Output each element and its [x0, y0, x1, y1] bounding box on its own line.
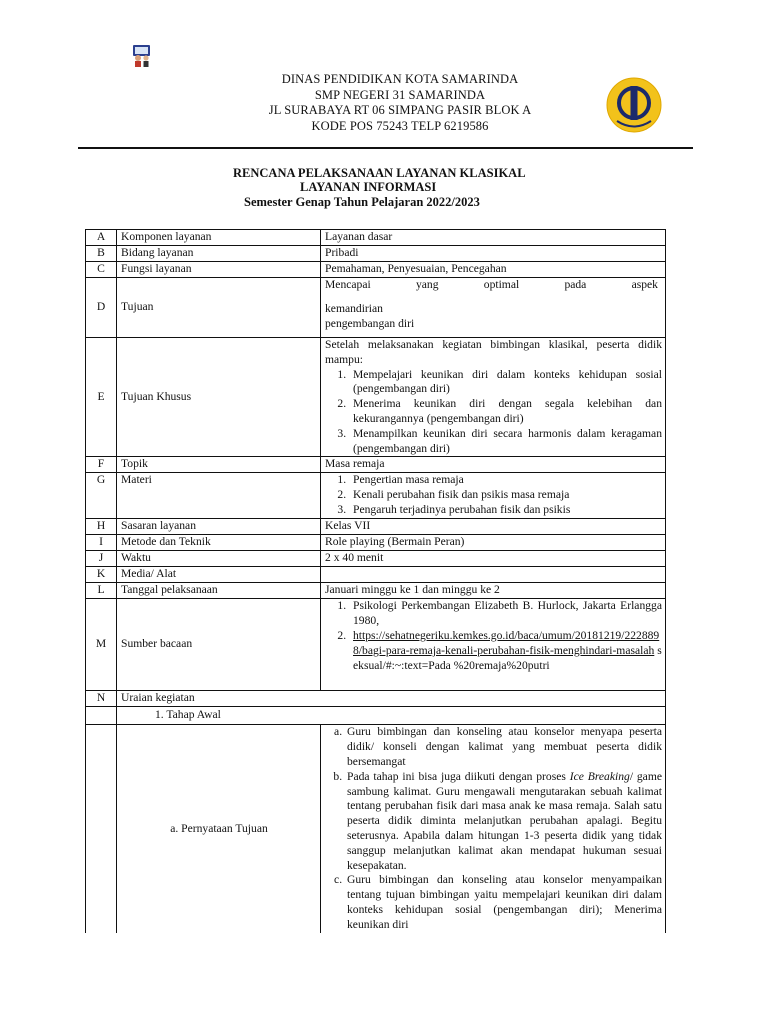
source-link[interactable]: https://sehatnegeriku.kemkes.go.id/baca/umum/20181219/2228898/bagi-para-remaja-kenali-perubahan-fisik-menghindari-masalah	[353, 628, 660, 657]
table-row	[86, 262, 666, 278]
row-label: Sasaran layanan	[117, 519, 321, 535]
row-label: Tanggal pelaksanaan	[117, 583, 321, 599]
table-row	[86, 583, 666, 599]
row-code: B	[86, 246, 117, 262]
stage-label: 1. Tahap Awal	[117, 707, 666, 725]
row-value: Layanan dasar	[321, 230, 666, 246]
row-label: Materi	[117, 473, 321, 519]
table-row	[86, 599, 666, 691]
list-item: 1. Psikologi Perkembangan Elizabeth B. Hurlock, Jakarta Erlangga 1980,	[349, 599, 662, 629]
table-row	[86, 338, 666, 457]
list-item: 3. Menampilkan keunikan diri secara harmonis dalam keragaman (pengembangan diri)	[349, 427, 662, 457]
table-row	[86, 278, 666, 338]
row-code: K	[86, 567, 117, 583]
row-value	[321, 567, 666, 583]
sumber-bacaan-list	[325, 599, 662, 673]
row-label: Komponen layanan	[117, 230, 321, 246]
title-line-2: LAYANAN INFORMASI	[300, 180, 437, 194]
row-code: G	[86, 473, 117, 519]
table-row	[86, 246, 666, 262]
list-item: 2. Menerima keunikan diri dengan segala kelebihan dan kekurangannya (pengembangan diri)	[349, 397, 662, 427]
list-item: b. Pada tahap ini bisa juga diikuti dengan proses Ice Breaking/ game sambung kalimat. Guru mengawali mengutarakan sebuah kalimat tentang perubahan fisik dari masa anak ke masa remaja. Salah satu peserta didik diminta melanjutkan perubahan apalagi. Begitu seterusnya. Apabila dalam hitungan 1-3 peserta didik yang tidak sanggup melanjutkan kalimat akan mendapat hukuman sesuai kesepakatan.	[345, 770, 662, 874]
source-link-suffix: seksual/#:~:text=Pada %20remaja%20putri	[353, 643, 662, 672]
list-item: 1. Pengertian masa remaja	[349, 473, 662, 488]
row-code: I	[86, 535, 117, 551]
row-code: M	[86, 599, 117, 691]
row-label: Tujuan Khusus	[117, 338, 321, 457]
school-address: JL SURABAYA RT 06 SIMPANG PASIR BLOK A	[268, 103, 532, 117]
row-value: Masa remaja	[321, 457, 666, 473]
row-label: Metode dan Teknik	[117, 535, 321, 551]
row-value	[321, 278, 666, 338]
row-label: Waktu	[117, 551, 321, 567]
row-label: Bidang layanan	[117, 246, 321, 262]
table-row	[86, 473, 666, 519]
school-mascot-logo	[131, 41, 153, 67]
school-postal-phone: KODE POS 75243 TELP 6219586	[311, 118, 489, 133]
title-line-3: Semester Genap Tahun Pelajaran 2022/2023	[244, 195, 480, 209]
activity-list	[325, 725, 662, 932]
row-code: J	[86, 551, 117, 567]
table-row	[86, 519, 666, 535]
plan-table	[85, 229, 666, 933]
row-code: E	[86, 338, 117, 457]
materi-list	[325, 473, 662, 517]
row-value: Kelas VII	[321, 519, 666, 535]
tujuan-line-3: pengembangan diri	[325, 316, 415, 330]
row-code: L	[86, 583, 117, 599]
school-name: SMP NEGERI 31 SAMARINDA	[314, 87, 486, 102]
tujuan-first-line: Mencapai yang optimal pada aspek	[325, 278, 658, 291]
row-label: Tujuan	[117, 278, 321, 338]
row-label: Media/ Alat	[117, 567, 321, 583]
row-code: D	[86, 278, 117, 338]
row-label: Sumber bacaan	[117, 599, 321, 691]
row-label: Fungsi layanan	[117, 262, 321, 278]
list-item: 3. Pengaruh terjadinya perubahan fisik dan psikis	[349, 503, 662, 518]
row-code: F	[86, 457, 117, 473]
table-row	[86, 725, 666, 933]
table-row	[86, 457, 666, 473]
row-code: C	[86, 262, 117, 278]
row-code: H	[86, 519, 117, 535]
row-code: N	[86, 691, 117, 707]
list-item: 1. Mempelajari keunikan diri dalam konteks kehidupan sosial (pengembangan diri)	[349, 368, 662, 398]
row-value: Pemahaman, Penyesuaian, Pencegahan	[321, 262, 666, 278]
agency-name: DINAS PENDIDIKAN KOTA SAMARINDA	[281, 72, 519, 86]
row-value	[321, 473, 666, 519]
row-value	[321, 599, 666, 691]
table-row	[86, 567, 666, 583]
table-row	[86, 707, 666, 725]
row-value: Januari minggu ke 1 dan minggu ke 2	[321, 583, 666, 599]
row-value: Pribadi	[321, 246, 666, 262]
letterhead	[150, 72, 650, 134]
row-code: A	[86, 230, 117, 246]
row-value: 2 x 40 menit	[321, 551, 666, 567]
table-row	[86, 535, 666, 551]
row-value	[321, 338, 666, 457]
title-line-1: RENCANA PELAKSANAAN LAYANAN KLASIKAL	[233, 166, 526, 180]
table-row	[86, 230, 666, 246]
activity-steps	[321, 725, 666, 933]
tujuan-khusus-list	[325, 368, 662, 457]
list-item: c. Guru bimbingan dan konseling atau konselor menyampaikan tentang tujuan bimbingan yaitu mempelajari keunikan diri dalam konteks kehidupan sosial (pengembangan diri); Menerima keunikan diri	[345, 873, 662, 932]
list-item: a. Guru bimbingan dan konseling atau konselor menyapa peserta didik/ konseli dengan kalimat yang membuat peserta didik bersemangat	[345, 725, 662, 769]
row-value: Role playing (Bermain Peran)	[321, 535, 666, 551]
school-emblem-logo	[605, 76, 663, 134]
table-row	[86, 691, 666, 707]
tujuan-khusus-intro: Setelah melaksanakan kegiatan bimbingan klasikal, peserta didik mampu:	[325, 338, 662, 366]
list-item: 2. Kenali perubahan fisik dan psikis masa remaja	[349, 488, 662, 503]
letterhead-divider	[78, 147, 693, 149]
list-item	[349, 629, 662, 673]
tujuan-line-2: kemandirian	[325, 301, 383, 315]
activity-label: a. Pernyataan Tujuan	[117, 725, 321, 933]
table-row	[86, 551, 666, 567]
row-label: Topik	[117, 457, 321, 473]
row-label: Uraian kegiatan	[117, 691, 666, 707]
